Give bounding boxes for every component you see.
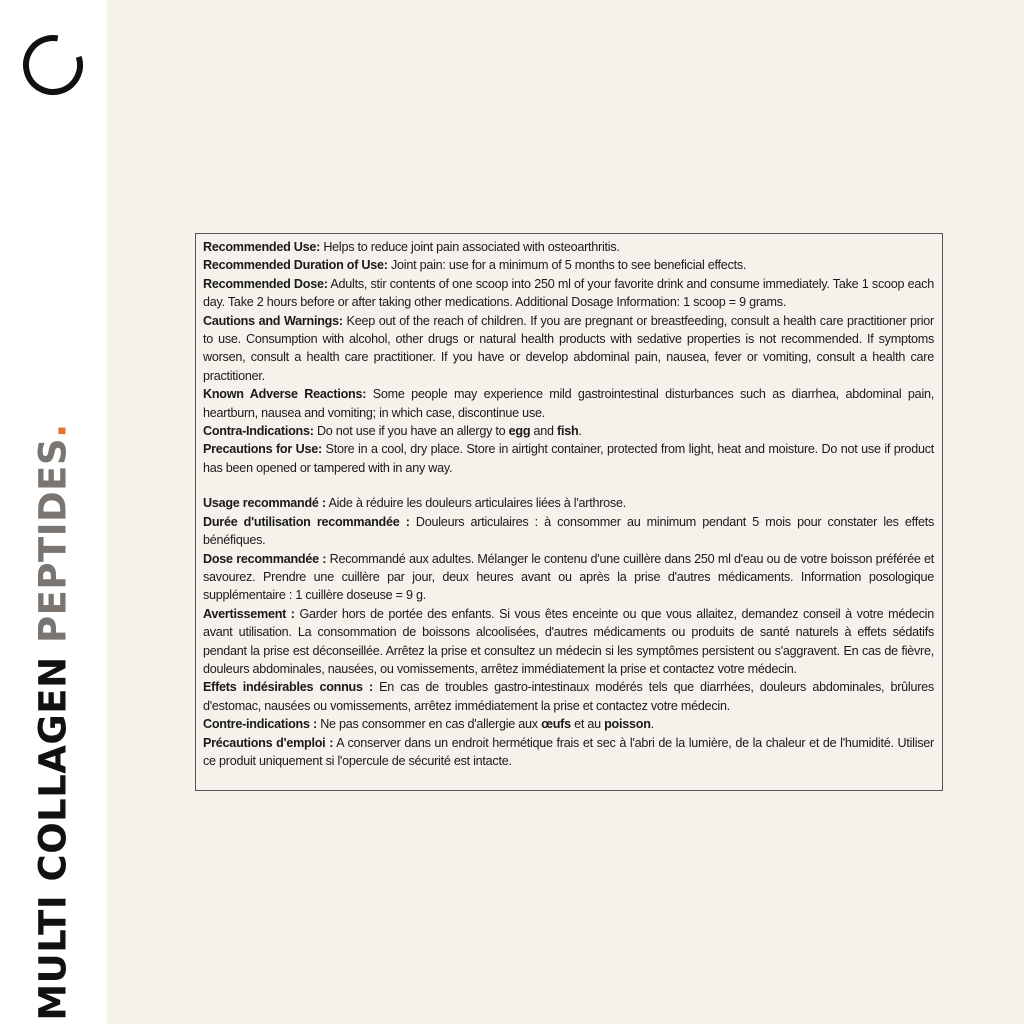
fr-avertissement: Avertissement : Garder hors de portée des enfants. Si vous êtes enceinte ou que vous allaitez, demandez conseil à votre médecin avant utilisation. La consommation de boissons alcoolisées, d'autres médicaments ou produits de santé naturels à effets sédatifs pendant la prise est déconseillée. Arrêtez la prise et consultez un médecin si les symptômes persistent ou s'aggravent. En cas de fièvre, douleurs abdominales, nausées, ou vomissements, arrêtez immédiatement la prise et contactez votre médecin.: [203, 606, 934, 676]
product-name-word1: MULTI COLLAGEN: [31, 656, 75, 1021]
label-text-panel: [195, 233, 943, 791]
fr-effets-indesirables: Effets indésirables connus : En cas de troubles gastro-intestinaux modérés tels que diarrhées, douleurs abdominales, brûlures d'estomac, nausées ou vomissements, arrêtez immédiatement la prise et contactez votre médecin.: [203, 680, 934, 713]
fr-precautions-emploi: Précautions d'emploi : A conserver dans un endroit hermétique frais et sec à l'abri de la lumière, de la chaleur et de l'humidité. Utiliser ce produit uniquement si l'opercule de sécurité est intacte.: [203, 735, 934, 768]
fr-usage-recommande: Usage recommandé : Aide à réduire les douleurs articulaires liées à l'arthrose.: [203, 496, 626, 511]
fr-dose-recommandee: Dose recommandée : Recommandé aux adultes. Mélanger le contenu d'une cuillère dans 250 ml d'eau ou de votre boisson préférée et savourez. Prendre une cuillère par jour, deux heures avant ou après la prise d'autres médicaments. Information posologique supplémentaire : 1 cuillère doseuse = 9 g.: [203, 551, 934, 603]
product-name-word2: PEPTIDES: [31, 437, 75, 644]
open-circle-logo-icon: [22, 34, 84, 96]
en-recommended-duration: Recommended Duration of Use: Joint pain: use for a minimum of 5 months to see beneficial effects.: [203, 258, 747, 273]
section-spacer: [203, 477, 934, 494]
accent-dot: .: [31, 423, 75, 438]
en-recommended-dose: Recommended Dose: Adults, stir contents of one scoop into 250 ml of your favorite drink and consume immediately. Take 1 scoop each day. Take 2 hours before or after taking other medications. Additional Dosage Information: 1 scoop = 9 grams.: [203, 276, 934, 310]
en-adverse-reactions: Known Adverse Reactions: Some people may experience mild gastrointestinal disturbances such as diarrhea, abdominal pain, heartburn, nausea and vomiting; in which case, discontinue use.: [203, 387, 934, 420]
fr-contre-indications: Contre-indications : Ne pas consommer en cas d'allergie aux œufs et au poisson.: [203, 717, 654, 732]
fr-duree-utilisation: Durée d'utilisation recommandée : Douleurs articulaires : à consommer au minimum pendant 5 mois pour constater les effets bénéfiques.: [203, 514, 934, 548]
en-cautions-warnings: Cautions and Warnings: Keep out of the reach of children. If you are pregnant or breastfeeding, consult a health care practitioner prior to use. Consumption with alcohol, other drugs or natural health products with sedative properties is not recommended. If symptoms worsen, consult a health care practitioner. If you have or develop abdominal pain, nausea, fever or vomiting, consult a health care practitioner.: [203, 313, 934, 383]
en-precautions: Precautions for Use: Store in a cool, dry place. Store in airtight container, protected from light, heat and moisture. Do not use if product has been opened or tampered with in any way.: [203, 442, 934, 475]
sidebar: [0, 0, 107, 1024]
en-recommended-use: Recommended Use: Helps to reduce joint pain associated with osteoarthritis.: [203, 240, 620, 254]
en-contra-indications: Contra-Indications: Do not use if you have an allergy to egg and fish.: [203, 424, 582, 439]
product-name-vertical: [31, 423, 75, 1021]
